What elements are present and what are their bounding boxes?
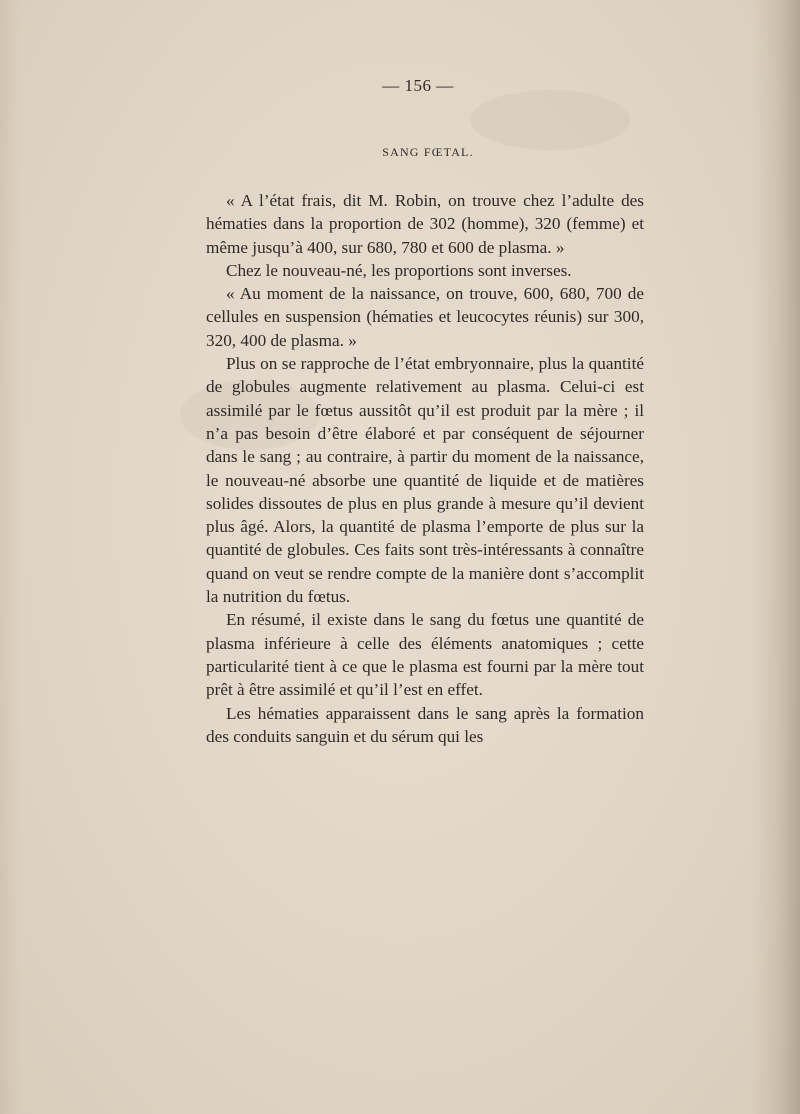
page-right-shadow bbox=[752, 0, 800, 1114]
paragraph: « A l’état frais, dit M. Robin, on trouve chez l’adulte des hématies dans la proportion de 302 (homme), 320 (femme) et même jusqu’à 400, sur 680, 780 et 600 de plasma. » bbox=[206, 191, 644, 257]
running-title: SANG FŒTAL. bbox=[382, 145, 474, 159]
paragraph: Les hématies apparaissent dans le sang après la formation des conduits sanguin et du sérum qui les bbox=[206, 703, 644, 746]
paragraph: Chez le nouveau-né, les proportions sont inverses. bbox=[226, 260, 572, 280]
paragraph: En résumé, il existe dans le sang du fœtus une quantité de plasma inférieure à celle des éléments anatomiques ; cette particularité tient à ce que le plasma est fourni par la mère tout prêt à être assimilé et qu’il l’est en effet. bbox=[206, 610, 644, 700]
paragraph: « Au moment de la naissance, on trouve, 600, 680, 700 de cellules en suspension (hématies et leucocytes réunis) sur 300, 320, 400 de plasma. » bbox=[206, 284, 644, 350]
paper-stain bbox=[470, 90, 630, 150]
page-left-shadow bbox=[0, 0, 20, 1114]
paragraph: Plus on se rapproche de l’état embryonnaire, plus la quantité de globules augmente relativement au plasma. Celui-ci est assimilé par le fœtus aussitôt qu’il est produit par la mère ; il n’a pas besoin d’être élaboré et par conséquent de séjourner dans le sang ; au contraire, à partir du moment de la naissance, le nouveau-né absorbe une quantité de liquide et de matières solides dissoutes de plus en plus grande à mesure qu’il devient plus âgé. Alors, la quantité de plasma l’emporte de plus sur la quantité de globules. Ces faits sont très-intéressants à connaître quand on veut se rendre compte de la manière dont s’accomplit la nutrition du fœtus. bbox=[206, 354, 644, 607]
page-number: — 156 — bbox=[382, 76, 454, 95]
body-text bbox=[206, 189, 644, 748]
